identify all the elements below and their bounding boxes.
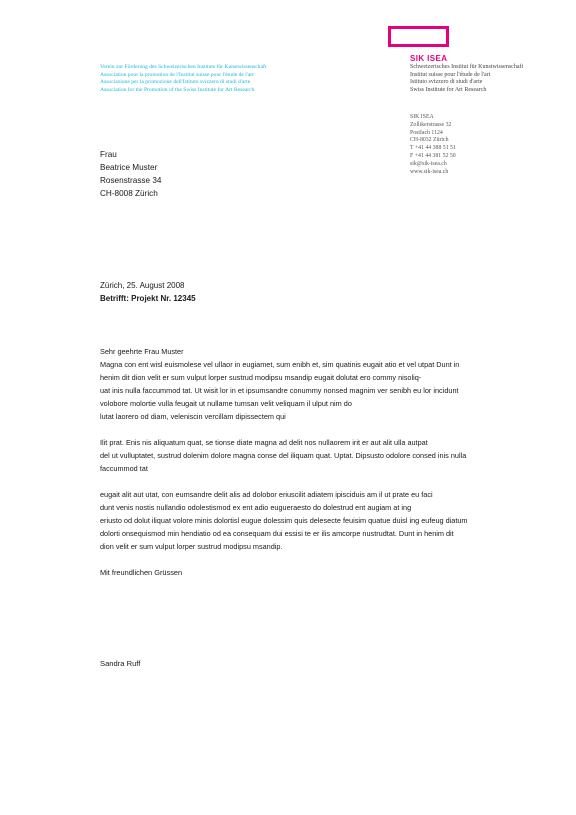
- recipient-street: Rosenstrasse 34: [100, 176, 162, 185]
- body-line: uat inis nulla faccummod tat. Ut wisit lor in et ipsumsandre conummy nonsed magnim ver senibh eu lor incidunt: [100, 386, 459, 395]
- paragraph-2: [100, 436, 540, 475]
- logo-frame-icon: [388, 26, 449, 47]
- institute-block: [410, 64, 523, 94]
- body-line: eugait alit aut utat, con eumsandre delit alis ad dolobor eriuscilit adiatem ipisciduis am il ut prate eu faci: [100, 490, 433, 499]
- recipient-name: Beatrice Muster: [100, 163, 158, 172]
- subject-line: Betrifft: Projekt Nr. 12345: [100, 294, 196, 303]
- sender-address-block: [410, 114, 456, 176]
- logo-text: SIK ISEA: [410, 54, 448, 63]
- association-line: Verein zur Förderung des Schweizerischen Instituts für Kunstwissenschaft: [100, 64, 267, 70]
- body-line: Magna con ent wisl euismolese vel ullaor in eugiamet, sum enibh et, sim quatinis eugait atio et vel utpat Dunt in: [100, 360, 460, 369]
- association-line: Association pour la promotion de l'Institut suisse pour l'étude de l'art: [100, 71, 254, 78]
- body-line: lutat laorero od diam, veleniscin vercillam dipissectem qui: [100, 412, 286, 421]
- date-line: Zürich, 25. August 2008: [100, 281, 185, 290]
- body-line: henim dit dion velit er sum vulput lorper sustrud modipsu msandip eugait dolutat ero commy nisoliq-: [100, 373, 422, 382]
- greeting: Sehr geehrte Frau Muster: [100, 347, 184, 356]
- website-link[interactable]: www.sik-isea.ch: [410, 168, 449, 175]
- institute-line: Istituto svizzero di studi d'arte: [410, 79, 483, 86]
- body-line: dolorti onsequismod min hendiatio od ea consequam dui essisi te er ilis amcorpe nustrudtat. Dunt in henim dit: [100, 529, 454, 538]
- association-block: [100, 64, 266, 94]
- institute-line: Schweizerisches Institut für Kunstwissenschaft: [410, 64, 524, 70]
- address-line: T +41 44 388 51 51: [410, 145, 456, 152]
- body-line: faccummod tat: [100, 464, 148, 473]
- recipient-salutation: Frau: [100, 150, 117, 159]
- paragraph-1: [100, 358, 540, 423]
- address-line: F +41 44 381 52 50: [410, 152, 456, 159]
- body-line: del ut vulluptatet, sustrud dolenim dolore magna conse del iliquam quat. Uptat. Dipsusto odolore consed inis nulla: [100, 451, 467, 460]
- association-line: Association for the Promotion of the Swiss Institute for Art Research: [100, 86, 255, 93]
- email-link[interactable]: sik@sik-isea.ch: [410, 160, 447, 167]
- paragraph-gap: [100, 475, 540, 488]
- letter-body: [100, 345, 540, 553]
- address-line: SIK ISEA: [410, 114, 434, 120]
- association-line: Associazione per la promozione dell'Istituto svizzero di studi d'arte: [100, 79, 251, 86]
- address-line: Postfach 1124: [410, 129, 443, 136]
- body-line: dion velit er sum vulput lorper sustrud modipsu msandip.: [100, 542, 283, 551]
- institute-line: Institut suisse pour l'étude de l'art: [410, 71, 491, 78]
- signature-name: Sandra Ruff: [100, 659, 141, 668]
- paragraph-gap: [100, 423, 540, 436]
- recipient-address: [100, 148, 161, 200]
- closing-line: Mit freundlichen Grüssen: [100, 568, 183, 577]
- address-line: CH-8032 Zürich: [410, 137, 449, 144]
- address-line: Zollikerstrasse 32: [410, 121, 452, 128]
- body-line: eriusto od dolut iliquat volore minis dolortisl eugue dolessim quis delesecte feuisim quatue duisl ing eufeug diatum: [100, 516, 468, 525]
- recipient-city: CH-8008 Zürich: [100, 189, 158, 198]
- body-line: volobore molortie vulla feugait ut nullame tumsan velit veliquam il ulput nim do: [100, 399, 352, 408]
- institute-line: Swiss Institute for Art Research: [410, 86, 487, 93]
- body-line: Ilit prat. Enis nis aliquatum quat, se tionse diate magna ad delit nos nullaorem irit er aut alit ulla autpat: [100, 438, 428, 447]
- paragraph-3: [100, 488, 540, 553]
- body-line: dunt venis nostis nullandio odolestismod ex ent adio eugueraesto do dolestrud ent augiam at ing: [100, 503, 412, 512]
